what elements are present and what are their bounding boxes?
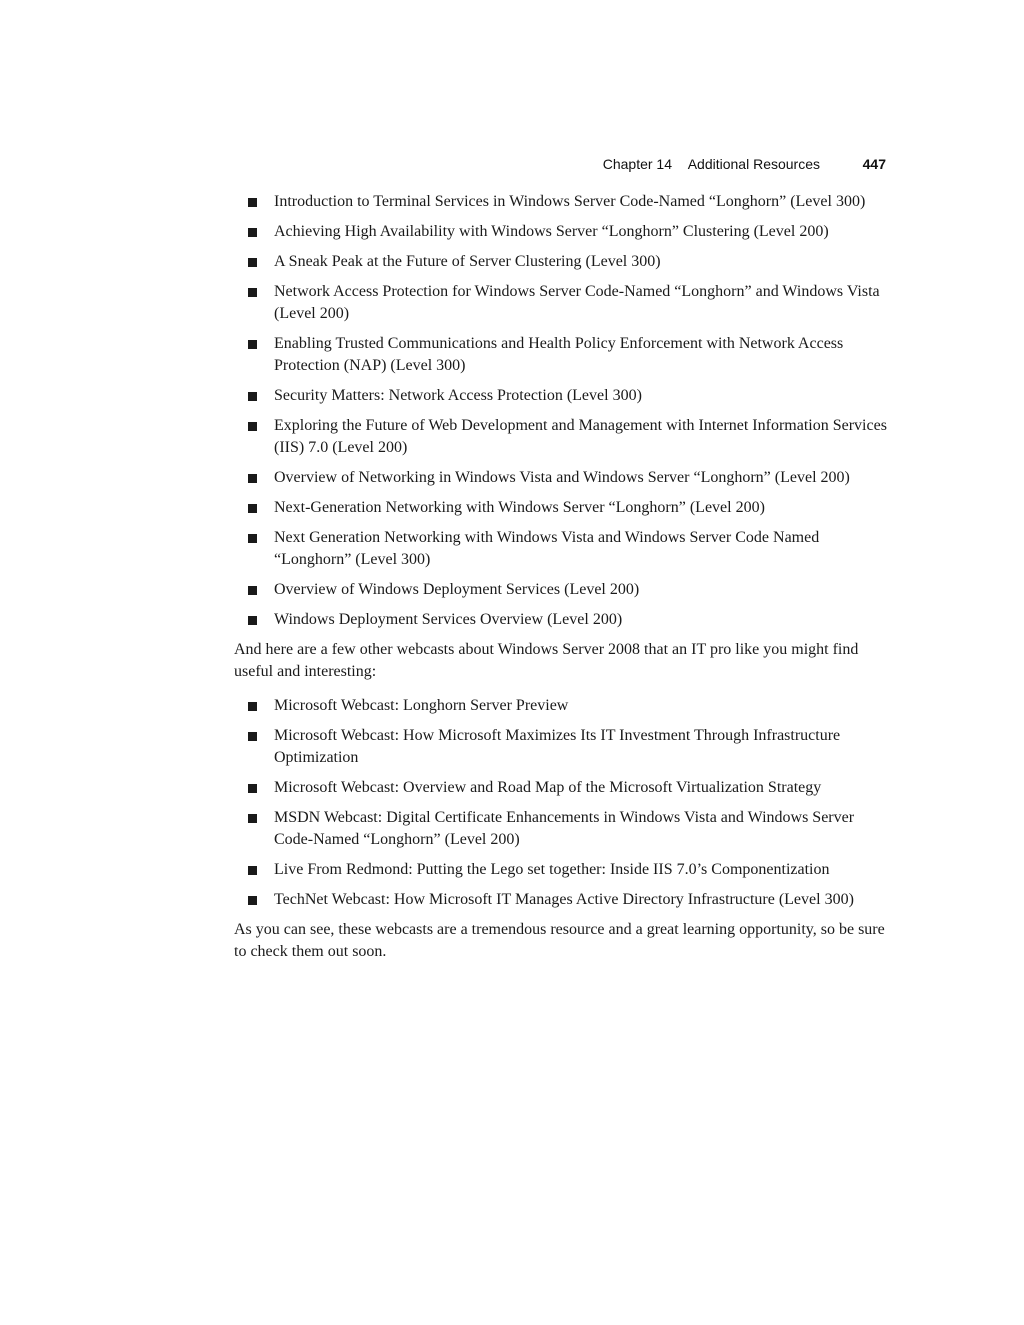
list-item bbox=[234, 579, 890, 601]
list-item-text: Microsoft Webcast: Longhorn Server Preview bbox=[274, 697, 569, 714]
bullet-square-icon bbox=[248, 392, 257, 401]
list-item-text: Achieving High Availability with Windows Server “Longhorn” Clustering (Level 200) bbox=[274, 223, 829, 240]
page-content bbox=[234, 191, 890, 963]
list-item-text: Enabling Trusted Communications and Health Policy Enforcement with Network Access Protection (NAP) (Level 300) bbox=[274, 335, 844, 374]
bullet-square-icon bbox=[248, 474, 257, 483]
bullet-square-icon bbox=[248, 198, 257, 207]
list-item-text: Overview of Networking in Windows Vista and Windows Server “Longhorn” (Level 200) bbox=[274, 469, 850, 486]
list-item-text: Next Generation Networking with Windows Vista and Windows Server Code Named “Longhorn” (Level 300) bbox=[274, 529, 820, 568]
bullet-square-icon bbox=[248, 896, 257, 905]
header-section-title: Additional Resources bbox=[687, 156, 820, 172]
list-item bbox=[234, 609, 890, 631]
bullet-square-icon bbox=[248, 228, 257, 237]
list-item-text: Windows Deployment Services Overview (Level 200) bbox=[274, 611, 623, 628]
bullet-square-icon bbox=[248, 814, 257, 823]
bullet-square-icon bbox=[248, 504, 257, 513]
bullet-square-icon bbox=[248, 784, 257, 793]
list-item bbox=[234, 333, 890, 377]
list-item bbox=[234, 725, 890, 769]
list-item bbox=[234, 695, 890, 717]
list-item-text: Next-Generation Networking with Windows Server “Longhorn” (Level 200) bbox=[274, 499, 765, 516]
list-item-text: A Sneak Peak at the Future of Server Clustering (Level 300) bbox=[274, 253, 661, 270]
bullet-square-icon bbox=[248, 702, 257, 711]
bullet-square-icon bbox=[248, 586, 257, 595]
page-header bbox=[234, 156, 886, 176]
list-item bbox=[234, 281, 890, 325]
list-item-text: Microsoft Webcast: Overview and Road Map of the Microsoft Virtualization Strategy bbox=[274, 779, 822, 796]
list-item-text: Overview of Windows Deployment Services (Level 200) bbox=[274, 581, 640, 598]
bullet-square-icon bbox=[248, 534, 257, 543]
bullet-square-icon bbox=[248, 340, 257, 349]
list-item bbox=[234, 527, 890, 571]
list-item bbox=[234, 385, 890, 407]
list-item-text: Microsoft Webcast: How Microsoft Maximizes Its IT Investment Through Infrastructure Optimization bbox=[274, 727, 841, 766]
intro-paragraph: And here are a few other webcasts about Windows Server 2008 that an IT pro like you might find useful and interesting: bbox=[234, 641, 859, 680]
closing-paragraph: As you can see, these webcasts are a tremendous resource and a great learning opportunity, so be sure to check them out soon. bbox=[234, 921, 885, 960]
bullet-square-icon bbox=[248, 732, 257, 741]
list-item-text: Security Matters: Network Access Protection (Level 300) bbox=[274, 387, 642, 404]
list-item bbox=[234, 889, 890, 911]
header-chapter: Chapter 14 bbox=[602, 156, 672, 172]
list-item bbox=[234, 859, 890, 881]
bullet-square-icon bbox=[248, 422, 257, 431]
list-item-text: Network Access Protection for Windows Server Code-Named “Longhorn” and Windows Vista (Level 200) bbox=[274, 283, 880, 322]
list-item bbox=[234, 467, 890, 489]
bullet-square-icon bbox=[248, 616, 257, 625]
list-item-text: MSDN Webcast: Digital Certificate Enhancements in Windows Vista and Windows Server Code-Named “Longhorn” (Level 200) bbox=[274, 809, 855, 848]
list-item-text: TechNet Webcast: How Microsoft IT Manages Active Directory Infrastructure (Level 300) bbox=[274, 891, 854, 908]
page-number: 447 bbox=[862, 156, 886, 172]
list-item-text: Introduction to Terminal Services in Windows Server Code-Named “Longhorn” (Level 300) bbox=[274, 193, 866, 210]
list-item bbox=[234, 221, 890, 243]
bullet-square-icon bbox=[248, 258, 257, 267]
list-item bbox=[234, 251, 890, 273]
bullet-square-icon bbox=[248, 866, 257, 875]
webcast-list-secondary bbox=[234, 695, 890, 911]
list-item bbox=[234, 777, 890, 799]
list-item bbox=[234, 415, 890, 459]
list-item-text: Exploring the Future of Web Development and Management with Internet Information Services (IIS) 7.0 (Level 200) bbox=[274, 417, 887, 456]
list-item bbox=[234, 497, 890, 519]
list-item bbox=[234, 191, 890, 213]
list-item-text: Live From Redmond: Putting the Lego set together: Inside IIS 7.0’s Componentization bbox=[274, 861, 830, 878]
list-item bbox=[234, 807, 890, 851]
webcast-list-primary bbox=[234, 191, 890, 631]
bullet-square-icon bbox=[248, 288, 257, 297]
